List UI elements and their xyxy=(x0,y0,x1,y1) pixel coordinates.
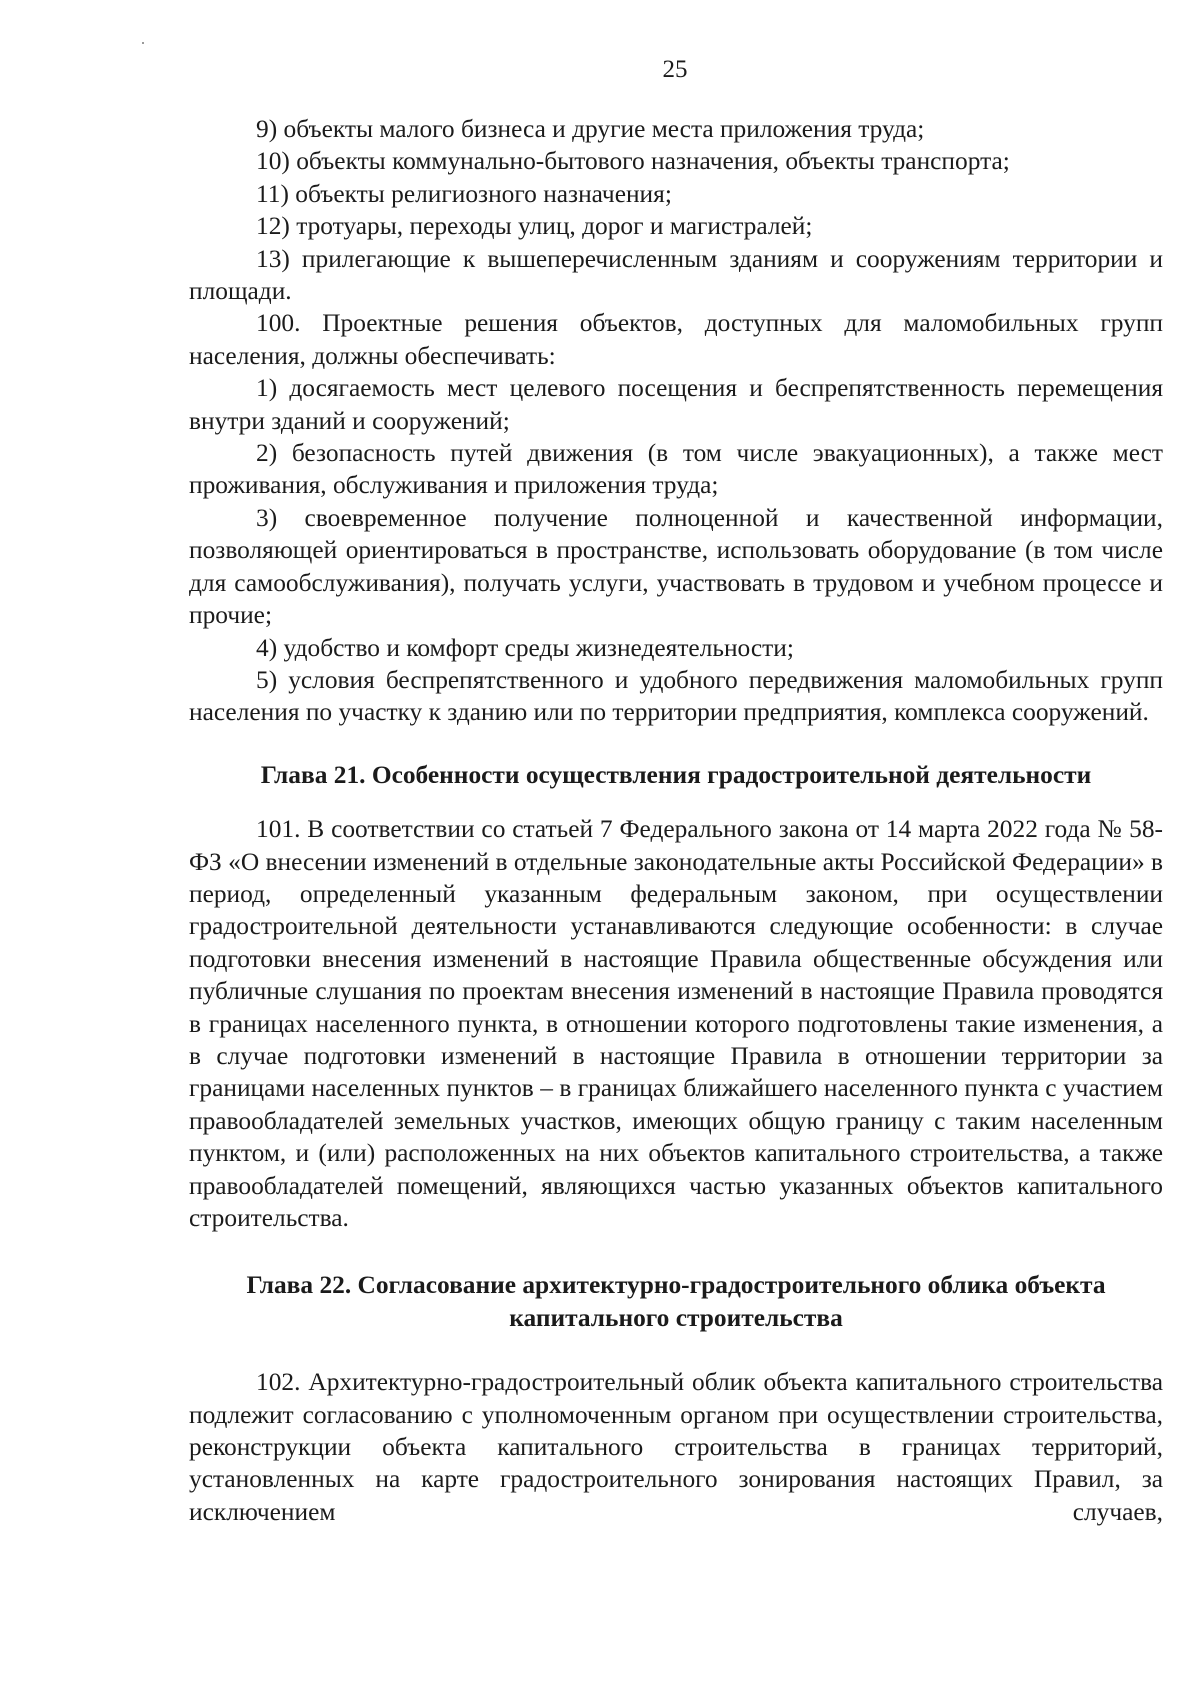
chapter-22-heading-line2: капитального строительства xyxy=(509,1303,843,1332)
chapter-21-heading: Глава 21. Особенности осуществления градостроительной деятельности xyxy=(260,760,1092,789)
requirement-5: 5) условия беспрепятственного и удобного передвижения маломобильных групп населения по участку к зданию или по территории предприятия, комплекса сооружений. xyxy=(189,665,1163,727)
page-number: 25 xyxy=(662,56,688,83)
chapter-22-heading xyxy=(189,1269,1163,1334)
paragraph-102: 102. Архитектурно-градостроительный облик объекта капитального строительства подлежит согласованию с уполномоченным органом при осуществлении строительства, реконструкции объекта капитального строительства в границах территорий, установленных на карте градостроительного зонирования настоящих Правил, за исключением случаев, xyxy=(189,1368,1163,1526)
list-item-10: 10) объекты коммунально-бытового назначения, объекты транспорта; xyxy=(256,147,1010,176)
requirement-2: 2) безопасность путей движения (в том числе эвакуационных), а также мест проживания, обслуживания и приложения труда; xyxy=(189,439,1163,500)
requirement-4: 4) удобство и комфорт среды жизнедеятельности; xyxy=(256,633,794,662)
paragraph-101: 101. В соответствии со статьей 7 Федерального закона от 14 марта 2022 года № 58-ФЗ «О внесении изменений в отдельные законодательные акты Российской Федерации» в период, определенный указанным федеральным законом, при осуществлении градостроительной деятельности устанавливаются следующие особенности: в случае подготовки внесения изменений в настоящие Правила общественные обсуждения или публичные слушания по проектам внесения изменений в настоящие Правила проводятся в границах населенного пункта, в отношении которого подготовлены такие изменения, а в случае подготовки изменений в настоящие Правила в отношении территории за границами населенных пунктов – в границах ближайшего населенного пункта с участием правообладателей земельных участков, имеющих общую границу с таким населенным пунктом, и (или) расположенных на них объектов капитального строительства, а также правообладателей помещений, являющихся частью указанных объектов капитального строительства. xyxy=(189,815,1163,1232)
chapter-22-heading-line1: Глава 22. Согласование архитектурно-градостроительного облика объекта xyxy=(246,1271,1106,1300)
list-item-9: 9) объекты малого бизнеса и другие места приложения труда; xyxy=(256,115,925,143)
list-item-12: 12) тротуары, переходы улиц, дорог и магистралей; xyxy=(256,212,813,241)
list-item-13: 13) прилегающие к вышеперечисленным зданиям и сооружениям территории и площади. xyxy=(189,244,1163,306)
paragraph-100: 100. Проектные решения объектов, доступных для маломобильных групп населения, должны обеспечивать: xyxy=(189,309,1163,370)
document-body xyxy=(189,113,1163,1528)
scan-speck xyxy=(142,42,144,44)
requirement-3: 3) своевременное получение полноценной и качественной информации, позволяющей ориентироваться в пространстве, использовать оборудование (в том числе для самообслуживания), получать услуги, участвовать в трудовом и учебном процессе и прочие; xyxy=(189,503,1163,630)
list-item-11: 11) объекты религиозного назначения; xyxy=(256,179,672,208)
requirement-1: 1) досягаемость мест целевого посещения и беспрепятственность перемещения внутри зданий и сооружений; xyxy=(189,374,1163,435)
